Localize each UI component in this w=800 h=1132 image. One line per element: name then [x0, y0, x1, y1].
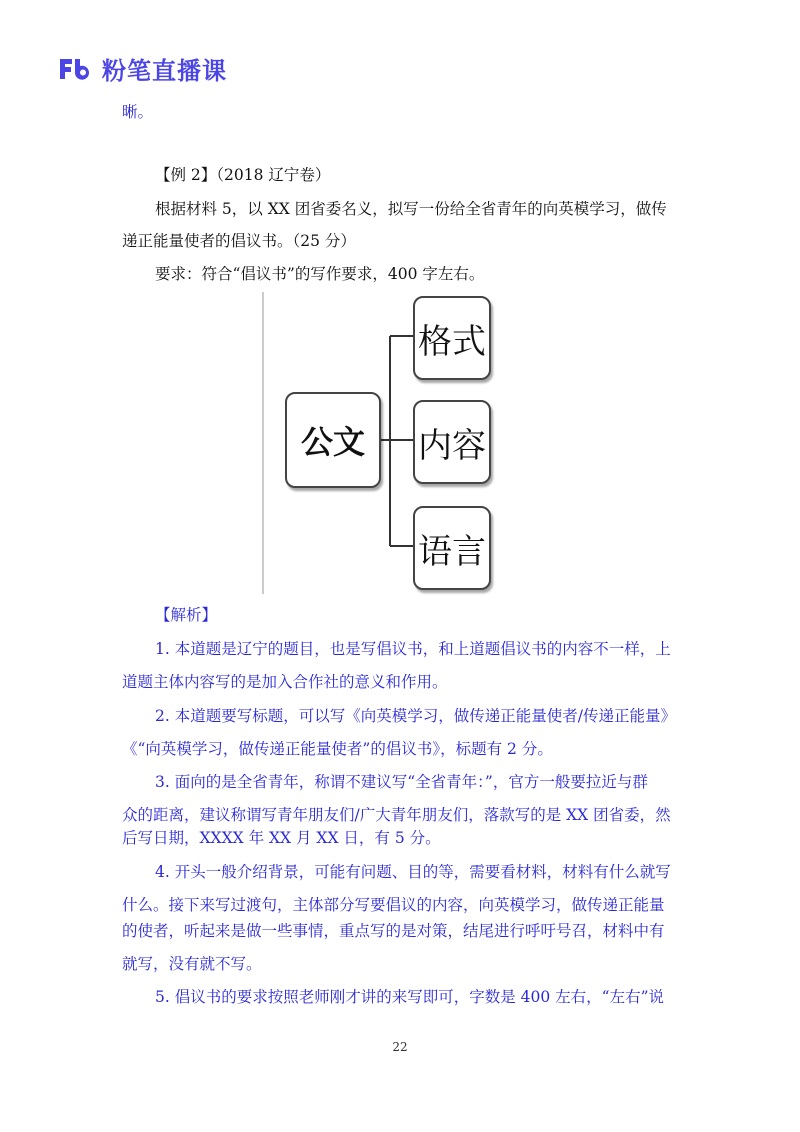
page-number: 22 [392, 1040, 408, 1054]
analysis-line: 5. 倡议书的要求按照老师刚才讲的来写即可，字数是 400 左右，“左右”说 [155, 988, 665, 1006]
analysis-line: 3. 面向的是全省青年，称谓不建议写“全省青年：”，官方一般要拉近与群 [155, 773, 648, 791]
requirement-text: 要求：符合“倡议书”的写作要求，400 字左右。 [155, 265, 485, 283]
analysis-line: 的使者，听起来是做一些事情，重点写的是对策，结尾进行呼吁号召，材料中有 [122, 922, 665, 940]
analysis-line: 《“向英模学习，做传递正能量使者”的倡议书》，标题有 2 分。 [122, 740, 553, 758]
example-label: 【例 2】（2018 辽宁卷） [155, 166, 331, 184]
logo-text: 粉笔直播课 [102, 56, 227, 85]
diagram-node-language: 语言 [413, 506, 491, 590]
diagram-node-format: 格式 [413, 296, 491, 380]
analysis-line: 道题主体内容写的是加入合作社的意义和作用。 [122, 673, 448, 691]
diagram-node-content: 内容 [413, 400, 491, 484]
question-line: 根据材料 5，以 XX 团省委名义，拟写一份给全省青年的向英模学习，做传 [155, 200, 667, 218]
analysis-line: 2. 本道题要写标题，可以写《向英模学习，做传递正能量使者/传递正能量》 [155, 707, 676, 725]
analysis-line: 后写日期，XXXX 年 XX 月 XX 日，有 5 分。 [122, 829, 441, 847]
analysis-heading: 【解析】 [155, 606, 218, 624]
continued-text: 晰。 [122, 103, 154, 121]
question-line: 递正能量使者的倡议书。（25 分） [122, 232, 356, 250]
analysis-line: 4. 开头一般介绍背景，可能有问题、目的等，需要看材料，材料有什么就写 [155, 863, 671, 881]
diagram-root-node: 公文 [285, 392, 381, 488]
analysis-line: 1. 本道题是辽宁的题目，也是写倡议书，和上道题倡议书的内容不一样，上 [155, 640, 671, 658]
analysis-line: 就写，没有就不写。 [122, 955, 262, 973]
analysis-line: 什么。接下来写过渡句，主体部分写要倡议的内容，向英模学习，做传递正能量 [122, 896, 665, 914]
analysis-line: 众的距离，建议称谓写青年朋友们/广大青年朋友们，落款写的是 XX 团省委，然 [122, 806, 671, 824]
